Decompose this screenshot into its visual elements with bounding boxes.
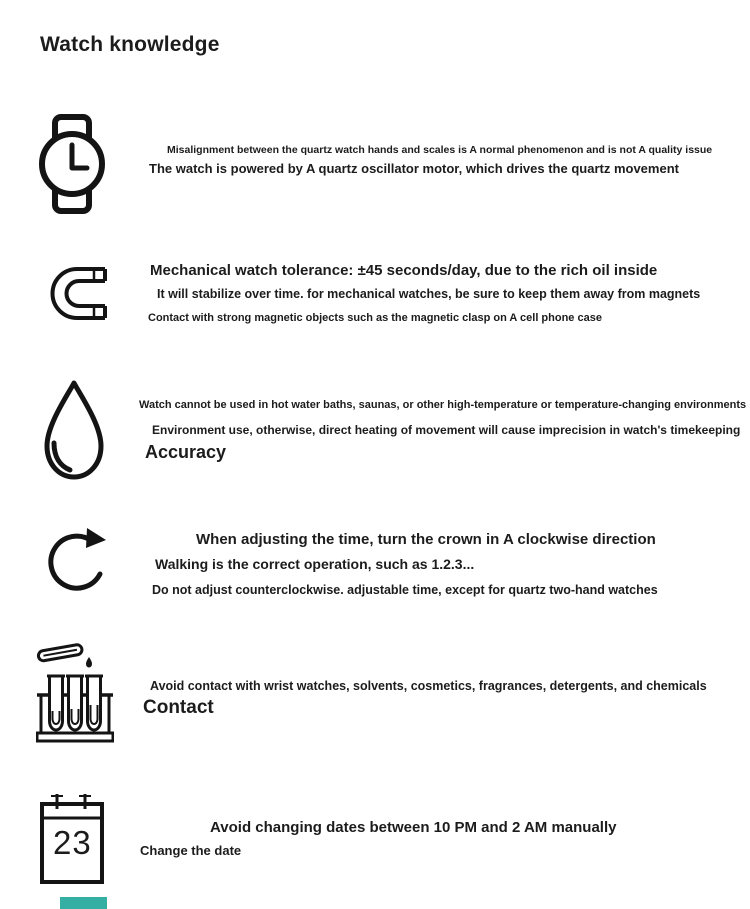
water-drop-icon [40,377,108,482]
magnet-icon [44,265,108,322]
section-accuracy-label: Accuracy [145,442,227,462]
section-chemicals-text: Avoid contact with wrist watches, solvents, cosmetics, fragrances, detergents, and chemicals [150,679,707,693]
accent-bar [60,897,107,909]
section-temperature-text: Environment use, otherwise, direct heating of movement will cause imprecision in watch's timekeeping [152,423,741,437]
section-crown-headline: When adjusting the time, turn the crown in A clockwise direction [196,531,656,548]
section-magnet-note: Contact with strong magnetic objects such as the magnetic clasp on A cell phone case [148,312,602,324]
clockwise-arrow-icon [45,524,110,597]
section-temperature-note: Watch cannot be used in hot water baths, saunas, or other high-temperature or temperature-changing environments [139,399,747,411]
section-magnet-headline: Mechanical watch tolerance: ±45 seconds/day, due to the rich oil inside [150,262,658,279]
section-quartz-note: Misalignment between the quartz watch hands and scales is A normal phenomenon and is not A quality issue [167,144,713,156]
section-date-label: Change the date [140,843,242,858]
section-contact-label: Contact [143,697,214,718]
test-tubes-icon [36,641,114,745]
page-title: Watch knowledge [40,33,220,56]
section-quartz-text: The watch is powered by A quartz oscillator motor, which drives the quartz movement [149,161,679,176]
calendar-day-number: 23 [53,824,92,861]
section-magnet-text: It will stabilize over time. for mechanical watches, be sure to keep them away from magnets [157,287,701,301]
watch-icon [38,114,106,214]
section-crown-text: Walking is the correct operation, such as 1.2.3... [155,556,475,572]
section-date-headline: Avoid changing dates between 10 PM and 2 AM manually [210,819,617,836]
section-crown-note: Do not adjust counterclockwise. adjustable time, except for quartz two-hand watches [152,583,658,597]
